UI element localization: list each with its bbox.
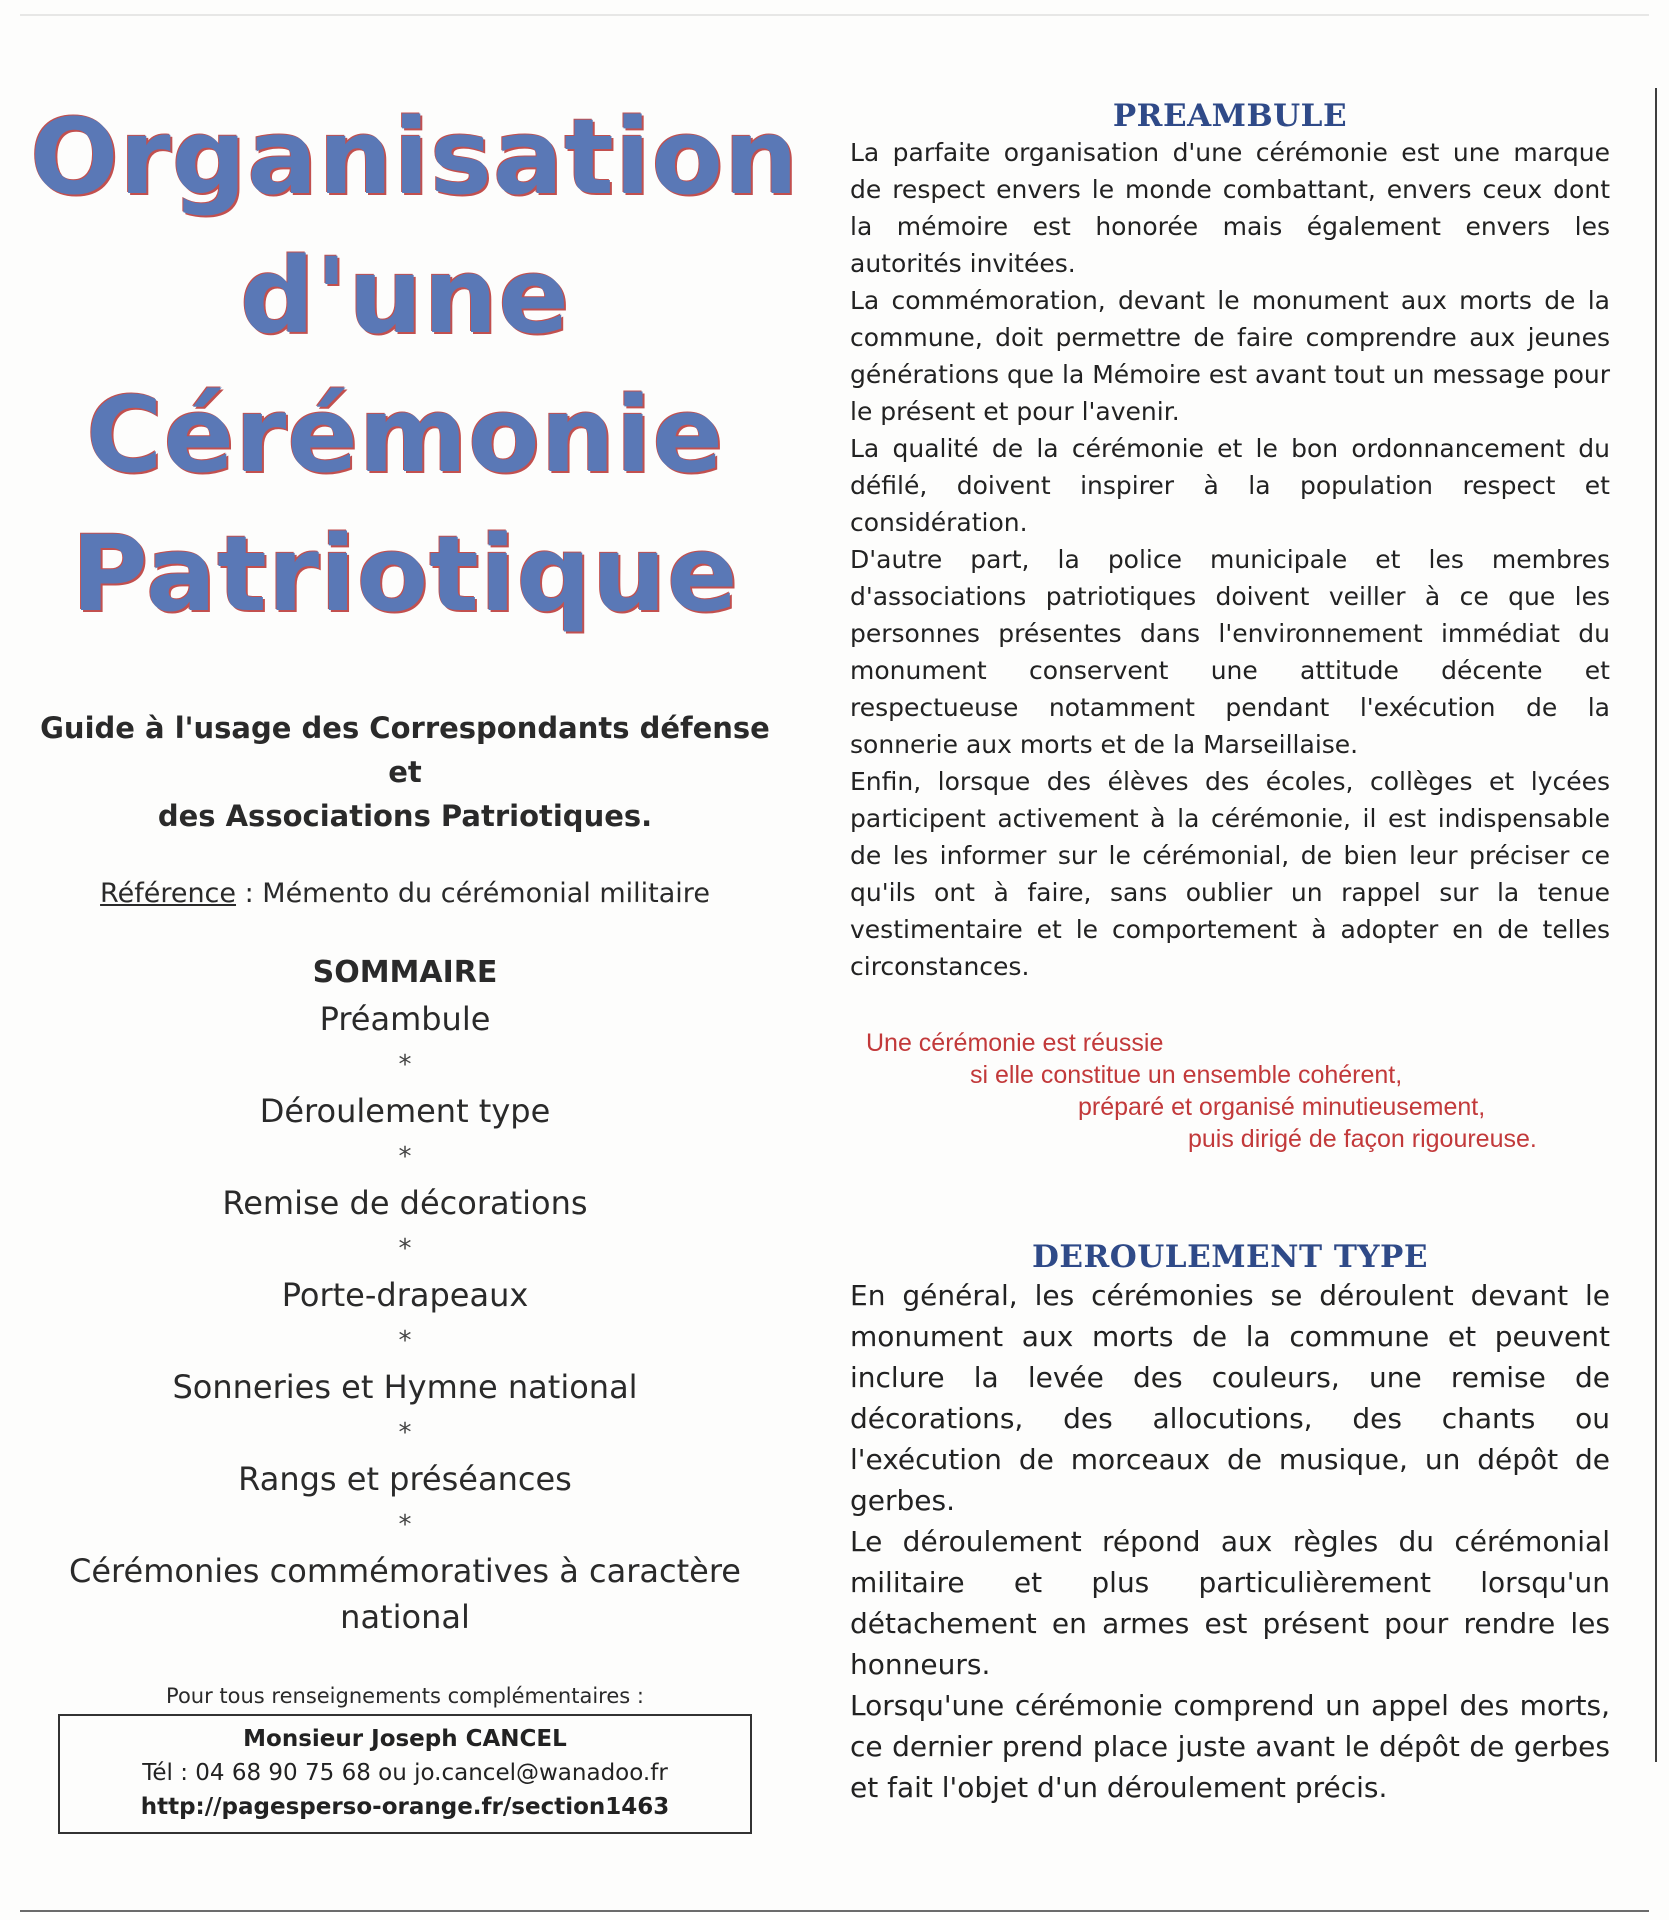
- subtitle-line: Guide à l'usage des Correspondants défense et: [40, 711, 770, 789]
- info-lead: Pour tous renseignements complémentaires :: [166, 1684, 644, 1708]
- deroulement-paragraph: En général, les cérémonies se déroulent devant le monument aux morts de la commune et peuvent inclure la levée des couleurs, une remise de décorations, des allocutions, des chants ou l'exécution de morceaux de musique, un dépôt de gerbes.: [850, 1279, 1610, 1517]
- bottom-page-edge: [20, 1910, 1649, 1912]
- contact-box: [58, 1714, 752, 1834]
- reference-text: : Mémento du cérémonial militaire: [236, 878, 710, 909]
- toc-item: Sonneries et Hymne national: [172, 1368, 638, 1406]
- left-column: [30, 88, 799, 1834]
- contact-tel: Tél : 04 68 90 75 68 ou jo.cancel@wanadoo.fr: [142, 1760, 668, 1786]
- document-title: [30, 88, 799, 644]
- subtitle: [30, 706, 780, 838]
- toc-separator: *: [398, 1326, 412, 1356]
- reference: [30, 878, 780, 909]
- preambule-paragraph: La qualité de la cérémonie et le bon ordonnancement du défilé, doivent inspirer à la population respect et considération.: [850, 434, 1610, 537]
- title-line: Cérémonie: [86, 374, 724, 496]
- toc-item: Remise de décorations: [222, 1184, 588, 1222]
- toc-item: Préambule: [319, 1000, 491, 1038]
- title-line: Organisation: [30, 96, 799, 218]
- toc-separator: *: [398, 1234, 412, 1264]
- preambule-paragraph: Enfin, lorsque des élèves des écoles, collèges et lycées participent activement à la cérémonie, il est indispensable de les informer sur le cérémonial, de bien leur préciser ce qu'ils ont à faire, sans oublier un rappel sur la tenue vestimentaire et le comportement à adopter en de telles circonstances.: [850, 767, 1610, 981]
- toc-item: Déroulement type: [259, 1092, 551, 1130]
- preambule-paragraph: La commémoration, devant le monument aux morts de la commune, doit permettre de faire comprendre aux jeunes générations que la Mémoire est avant tout un message pour le présent et pour l'avenir.: [850, 286, 1610, 426]
- deroulement-paragraph: Lorsqu'une cérémonie comprend un appel des morts, ce dernier prend place juste avant le dépôt de gerbes et fait l'objet d'un déroulement précis.: [850, 1689, 1610, 1804]
- contact-name: Monsieur Joseph CANCEL: [243, 1726, 567, 1752]
- preambule-paragraph: D'autre part, la police municipale et les membres d'associations patriotiques doivent veiller à ce que les personnes présentes dans l'environnement immédiat du monument conservent une attitude décente et respectueuse notamment pendant l'exécution de la sonnerie aux morts et de la Marseillaise.: [850, 545, 1610, 759]
- quote-line: si elle constitue un ensemble cohérent,: [970, 1061, 1403, 1089]
- toc-separator: *: [398, 1050, 412, 1080]
- deroulement-paragraph: Le déroulement répond aux règles du cérémonial militaire et plus particulièrement lorsqu'un détachement en armes est présent pour rendre les honneurs.: [850, 1525, 1610, 1681]
- quote: [850, 1027, 1610, 1155]
- deroulement-title: DEROULEMENT TYPE: [1031, 1239, 1428, 1275]
- subtitle-line: des Associations Patriotiques.: [157, 799, 653, 833]
- right-column: [850, 98, 1610, 1808]
- toc-separator: *: [398, 1418, 412, 1448]
- toc-separator: *: [398, 1510, 412, 1540]
- quote-line: Une cérémonie est réussie: [866, 1029, 1164, 1057]
- sommaire-list: [30, 996, 780, 1640]
- right-rule: [1655, 88, 1657, 1762]
- contact-url[interactable]: http://pagesperso-orange.fr/section1463: [140, 1794, 670, 1820]
- toc-item: Porte-drapeaux: [281, 1276, 529, 1314]
- preambule-paragraph: La parfaite organisation d'une cérémonie est une marque de respect envers le monde combattant, envers ceux dont la mémoire est honorée mais également envers les autorités invitées.: [850, 138, 1610, 278]
- top-page-edge: [20, 14, 1649, 16]
- title-line: Patriotique: [71, 513, 739, 635]
- toc-item: Cérémonies commémoratives à caractère: [69, 1552, 741, 1590]
- quote-line: préparé et organisé minutieusement,: [1078, 1093, 1486, 1121]
- title-line: d'une: [240, 235, 570, 357]
- quote-line: puis dirigé de façon rigoureuse.: [1188, 1125, 1537, 1153]
- preambule-title: PREAMBULE: [1112, 98, 1348, 134]
- toc-separator: *: [398, 1142, 412, 1172]
- sommaire-title: SOMMAIRE: [312, 955, 498, 990]
- toc-item: Rangs et préséances: [238, 1460, 572, 1498]
- toc-item: national: [340, 1598, 470, 1636]
- reference-label: Référence: [100, 878, 237, 909]
